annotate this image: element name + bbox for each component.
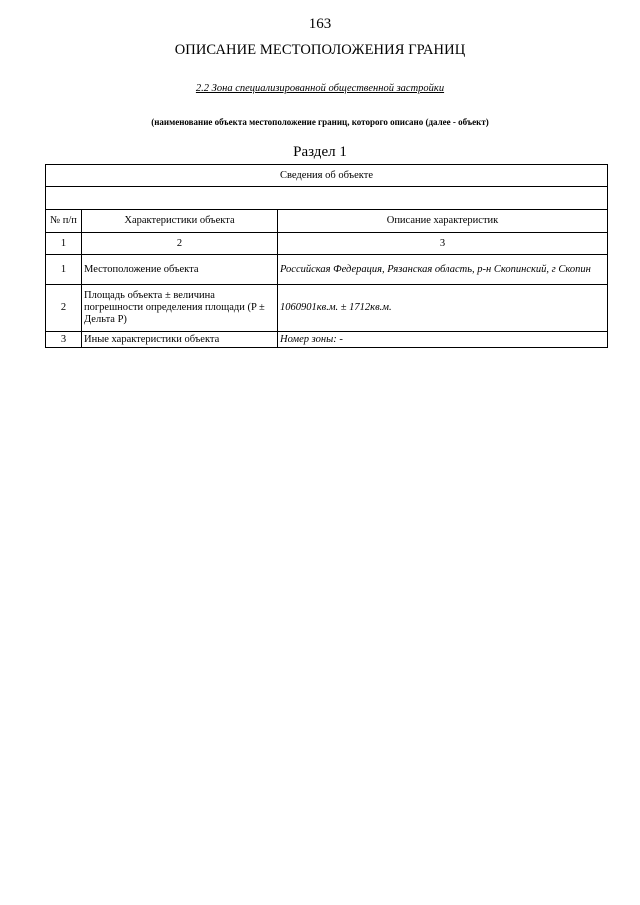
zone-caption: (наименование объекта местоположение границ, которого описано (далее - объект) [151,117,489,127]
page-title: ОПИСАНИЕ МЕСТОПОЛОЖЕНИЯ ГРАНИЦ [174,42,466,58]
row-number: 3 [46,332,82,348]
object-info-table [45,164,608,348]
row-characteristic: Местоположение объекта [82,255,278,285]
table-row [46,332,608,348]
table-header-row [46,210,608,233]
header-number: № п/п [46,210,82,233]
row-description: 1060901кв.м. ± 1712кв.м. [278,285,608,332]
header-description: Описание характеристик [278,210,608,233]
column-number-2: 2 [82,233,278,255]
row-number: 2 [46,285,82,332]
table-row [46,255,608,285]
section-title: Раздел 1 [293,144,347,160]
column-number-3: 3 [278,233,608,255]
column-numbers-row [46,233,608,255]
table-row [46,285,608,332]
row-description: Российская Федерация, Рязанская область, р-н Скопинский, г Скопин [278,255,608,285]
row-description: Номер зоны: - [278,332,608,348]
table-caption-row [46,165,608,187]
table-spacer-row [46,187,608,210]
row-characteristic: Площадь объекта ± величина погрешности определения площади (P ± Дельта P) [82,285,278,332]
header-characteristic: Характеристики объекта [82,210,278,233]
page-number: 163 [308,16,332,32]
table-spacer-cell [46,187,608,210]
row-characteristic: Иные характеристики объекта [82,332,278,348]
table-caption: Сведения об объекте [46,165,608,187]
row-number: 1 [46,255,82,285]
column-number-1: 1 [46,233,82,255]
zone-name: 2.2 Зона специализированной общественной застройки [195,83,445,94]
